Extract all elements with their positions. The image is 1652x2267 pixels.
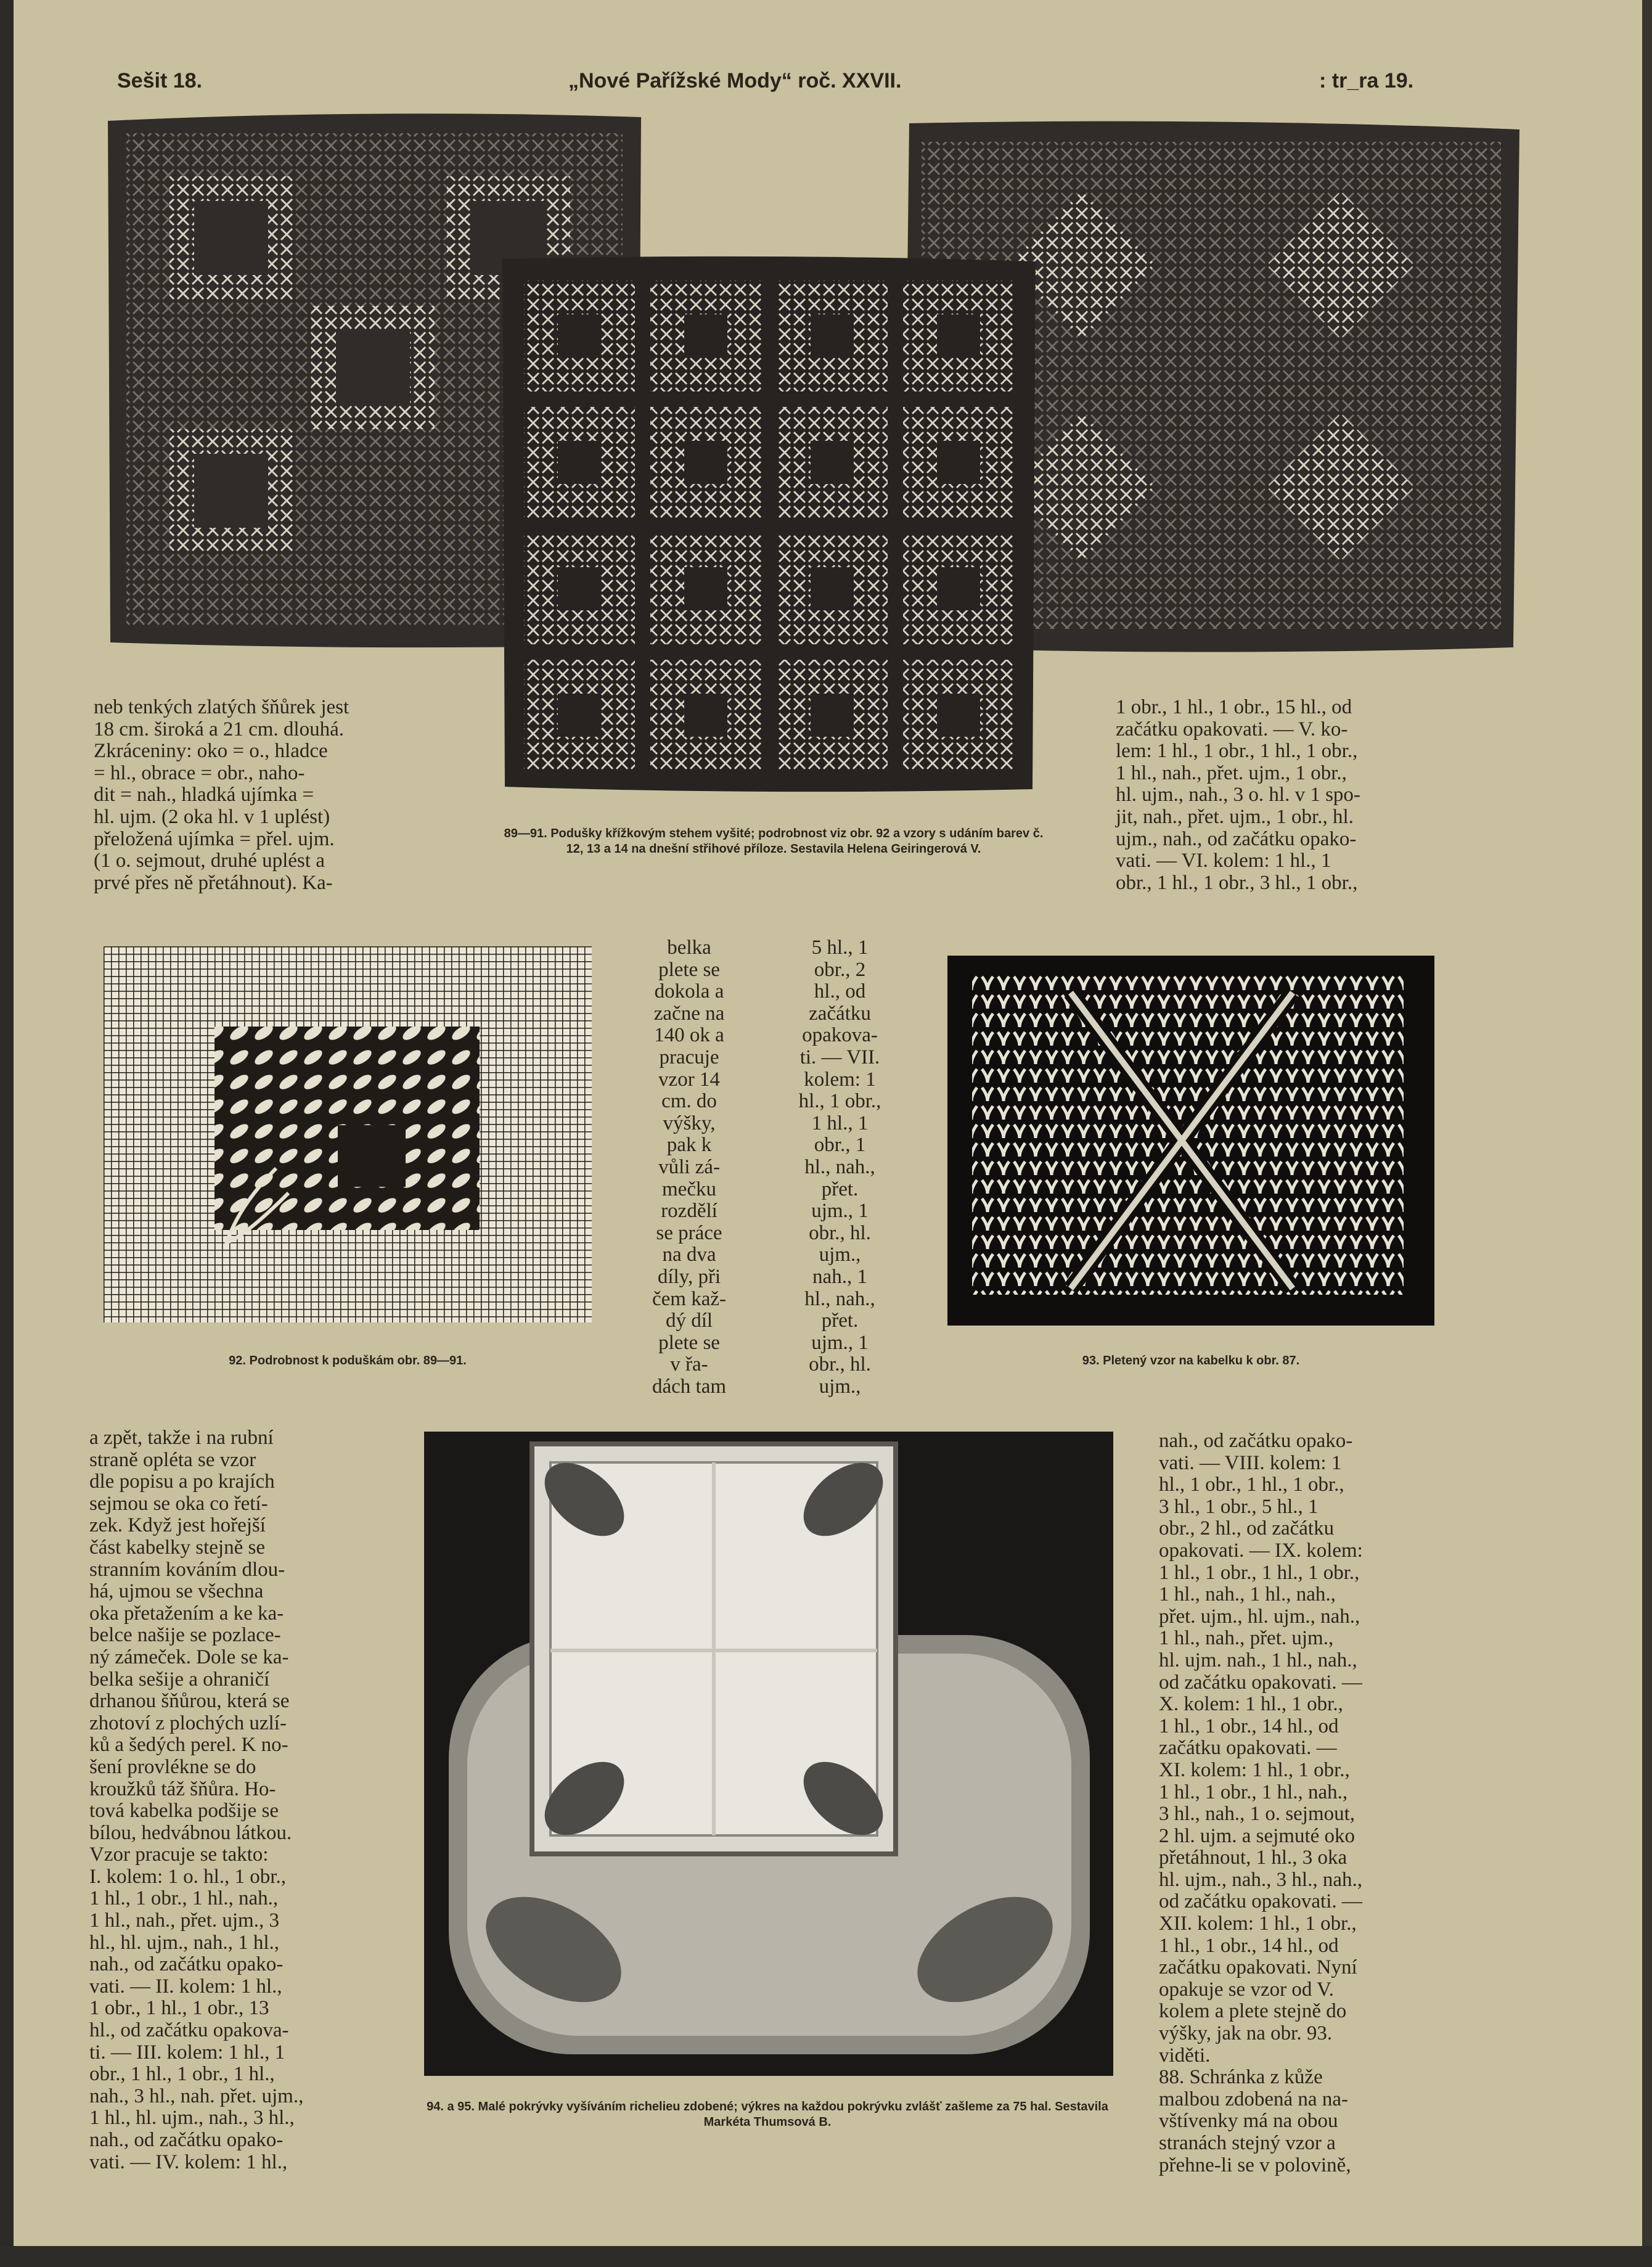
page-number: : tr_ra 19. [1319,69,1414,92]
paragraph: nah., od začátku opako- vati. — VIII. kolem: 1 hl., 1 obr., 1 hl., 1 obr., 3 hl., 1 obr., 5 hl., 1 obr., 2 hl., od začátku opakovati. — IX. kolem: 1 hl., 1 obr., 1 hl., 1 obr., 1 hl., nah., 1 hl., nah., přet. ujm., hl. ujm., nah., 1 hl., nah., přet. ujm., hl. ujm. nah., 1 hl., nah., od začátku opakovati. — X. kolem: 1 hl., 1 obr., 1 hl., 1 obr., 14 hl., od začátku opakovati. — XI. kolem: 1 hl., 1 obr., 1 hl., 1 obr., 1 hl., nah., 3 hl., nah., 1 o. sejmout, 2 hl. ujm. a sejmuté oko přetáhnout, 1 hl., 3 oka hl. ujm., nah., 3 hl., nah., od začátku opakovati. — XII. kolem: 1 hl., 1 obr., 1 hl., 1 obr., 14 hl., od začátku opakovati. Nyní opakuje se vzor od V. kolem a plete stejně do výšky, jak na obr. 93. viděti. 88. Schránka z kůže malbou zdobená na na- vštívenky má na obou stranách stejný vzor a přehne-li se v polovině, [1159,1430,1363,2176]
caption-93: 93. Pletený vzor na kabelku k obr. 87. [1082,1354,1300,1367]
knitted-pattern-image [947,956,1434,1326]
text-column-bottom-left [89,1427,419,2173]
cushion-center-image [496,253,1042,795]
text-column-top-right [1116,697,1452,894]
figure-94-95 [424,1432,1113,2076]
figure-93 [947,956,1434,1326]
text-column-mid-b [780,937,900,1398]
binding-edge [0,0,14,2267]
stitch-detail-image [104,946,592,1322]
paragraph: 5 hl., 1 obr., 2 hl., od začátku opakova- ti. — VII. kolem: 1 hl., 1 obr., 1 hl., 1 obr., 1 hl., nah., přet. ujm., 1 obr., hl. ujm., nah., 1 hl., nah., přet. ujm., 1 obr., hl. ujm., [798,937,881,1398]
richelieu-covers-image [424,1432,1113,2076]
paragraph: 1 obr., 1 hl., 1 obr., 15 hl., od začátku opakovati. — V. ko- lem: 1 hl., 1 obr., 1 hl., 1 obr., 1 hl., nah., přet. ujm., 1 obr., hl. ujm., nah., 3 o. hl. v 1 spo- jit, nah., přet. ujm., 1 obr., hl. ujm., nah., od začátku opako- vati. — VI. kolem: 1 hl., 1 obr., 1 hl., 1 obr., 3 hl., 1 obr., [1116,696,1360,894]
text-column-mid-a [628,937,751,1398]
paragraph: belka plete se dokola a začne na 140 ok a pracuje vzor 14 cm. do výšky, pak k vůli zá- mečku rozdělí se práce na dva díly, při čem kaž- dý díl plete se v řa- dách tam [652,937,727,1398]
caption-89-91: 89—91. Podušky křížkovým stehem vyšité; podrobnost viz obr. 92 a vzory s udáním barev č. 12, 13 a 14 na dnešní střihové příloze. Sestavila Helena Geiringerová V. [504,827,1044,856]
magazine-title: „Nové Pařížské Mody“ roč. XXVII. [568,69,902,92]
bottom-page-edge [0,2246,1652,2267]
caption-94-95: 94. a 95. Malé pokrývky vyšíváním richelieu zdobené; výkres na každou pokrývku zvlášť zašleme za 75 hal. Sestavila Markéta Thumsová B. [427,2100,1108,2129]
text-column-bottom-right [1159,1430,1446,2176]
paragraph: a zpět, takže i na rubní straně opléta se vzor dle popisu a po krajích sejmou se oka co řetí- zek. Když jest hořejší část kabelky stejně se stranním kováním dlou- há, ujmou se všechna oka přetažením a ke ka- belce našije se pozlace- ný zámeček. Dole se ka- belka sešije a ohraničí drhanou šňůrou, která se zhotoví z plochých uzlí- ků a šedých perel. K no- šení provlékne se do kroužků táž šňůra. Ho- tová kabelka podšije se bílou, hedvábnou látkou. Vzor pracuje se takto: I. kolem: 1 o. hl., 1 obr., 1 hl., 1 obr., 1 hl., nah., 1 hl., nah., přet. ujm., 3 hl., hl. ujm., nah., 1 hl., nah., od začátku opako- vati. — II. kolem: 1 hl., 1 obr., 1 hl., 1 obr., 13 hl., od začátku opakova- ti. — III. kolem: 1 hl., 1 obr., 1 hl., 1 obr., 1 hl., nah., 3 hl., nah. přet. ujm., 1 hl., hl. ujm., nah., 3 hl., nah., od začátku opako- vati. — IV. kolem: 1 hl., [89,1427,304,2173]
caption-92: 92. Podrobnost k poduškám obr. 89—91. [229,1354,467,1367]
figure-92 [104,946,592,1322]
text-column-top-left [94,697,427,894]
cushion-center-photo [496,253,1042,795]
paragraph: neb tenkých zlatých šňůrek jest 18 cm. široká a 21 cm. dlouhá. Zkráceniny: oko = o., hladce = hl., obrace = obr., naho- dit = nah., hladká ujímka = hl. ujm. (2 oka hl. v 1 uplést) přeložená ujímka = přel. ujm. (1 o. sejmout, druhé uplést a prvé přes ně přetáhnout). Ka- [94,696,350,894]
issue-number: Sešit 18. [117,69,202,92]
right-page-edge [1642,0,1652,2267]
